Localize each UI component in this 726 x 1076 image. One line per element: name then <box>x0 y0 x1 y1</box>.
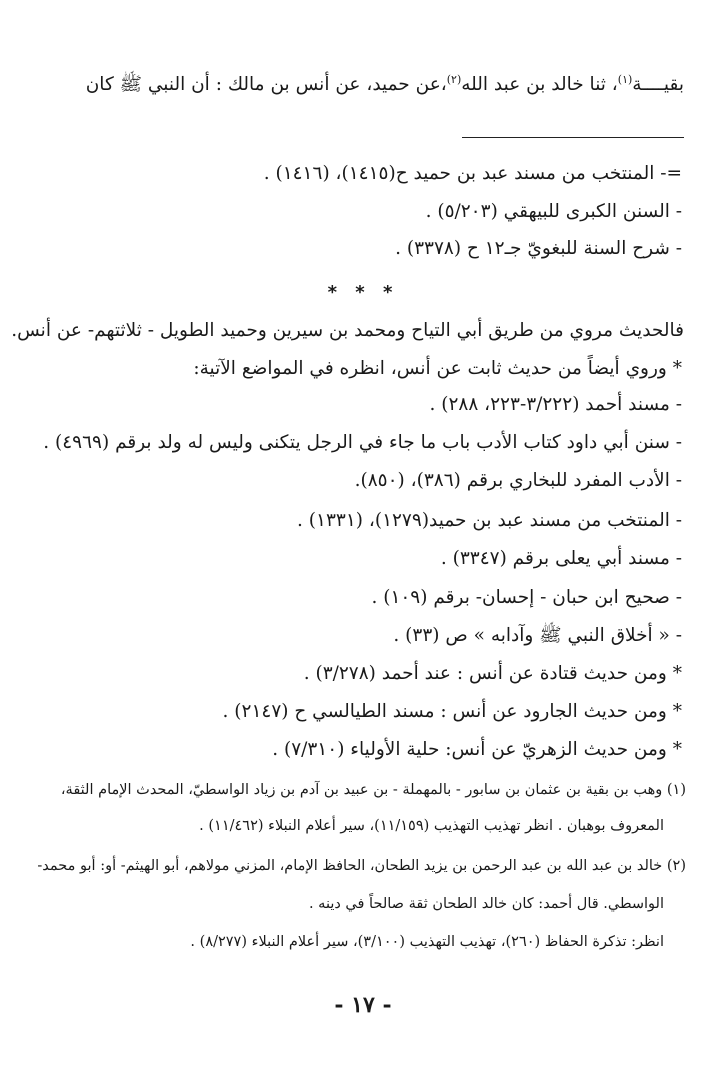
footnote-line: (٢) خالد بن عبد الله بن عبد الرحمن بن يزيد الطحان، الحافظ الإمام، المزني مولاهم، أبو الهيثم- أو: أبو محمد- <box>37 858 686 874</box>
body-line: * وروي أيضاً من حديث ثابت عن أنس، انظره في المواضع الآتية: <box>193 358 682 379</box>
body-line: - المنتخب من مسند عبد بن حميد(١٢٧٩)، (١٣٣١) . <box>297 510 682 531</box>
body-line: - صحيح ابن حبان - إحسان- برقم (١٠٩) . <box>371 587 682 608</box>
footnote-line: المعروف بوهبان . انظر تهذيب التهذيب (١١/١٥٩)، سير أعلام النبلاء (١١/٤٦٢) . <box>199 818 664 834</box>
body-line: فالحديث مروي من طريق أبي التياح ومحمد بن سيرين وحميد الطويل - ثلاثتهم- عن أنس. <box>11 320 684 341</box>
body-line: - سنن أبي داود كتاب الأدب باب ما جاء في الرجل يتكنى وليس له ولد برقم (٤٩٦٩) . <box>43 432 682 453</box>
body-line: * ومن حديث الجارود عن أنس : مسند الطيالسي ح (٢١٤٧) . <box>222 701 682 722</box>
footnote-line: انظر: تذكرة الحفاظ (٢٦٠)، تهذيب التهذيب (٣/١٠٠)، سير أعلام النبلاء (٨/٢٧٧) . <box>190 934 664 950</box>
footnote-line: (١) وهب بن بقية بن عثمان بن سابور - بالمهملة - بن عبيد بن آدم بن زياد الواسطيّ، المحدث الإمام الثقة، <box>60 782 686 798</box>
footnote-ref-1[interactable]: (١) <box>617 72 633 86</box>
reference-line: - السنن الكبرى للبيهقي (٥/٢٠٣) . <box>425 201 682 222</box>
body-line: - « أخلاق النبي ﷺ وآدابه » ص (٣٣) . <box>393 625 682 646</box>
page-number: - ١٧ - <box>334 992 392 1018</box>
footnote-ref-2[interactable]: (٢) <box>446 72 462 86</box>
footnote-divider <box>462 137 684 138</box>
body-line: - مسند أحمد (٣/٢٢٢-٢٢٣، ٢٨٨) . <box>429 394 682 415</box>
opening-text-3: ،عن حميد، عن أنس بن مالك : أن النبي ﷺ كان <box>85 74 447 95</box>
footnote-line: الواسطي. قال أحمد: كان خالد الطحان ثقة صالحاً في دينه . <box>308 896 664 912</box>
body-line: * ومن حديث الزهريّ عن أنس: حلية الأولياء (٧/٣١٠) . <box>272 739 682 760</box>
opening-line <box>30 74 684 100</box>
body-line: - الأدب المفرد للبخاري برقم (٣٨٦)، (٨٥٠). <box>354 470 682 491</box>
section-separator: * * * <box>327 282 399 303</box>
reference-line: =- المنتخب من مسند عبد بن حميد ح(١٤١٥)، (١٤١٦) . <box>263 163 682 184</box>
reference-line: - شرح السنة للبغويّ جـ١٢ ح (٣٣٧٨) . <box>395 238 682 259</box>
body-line: * ومن حديث قتادة عن أنس : عند أحمد (٣/٢٧٨) . <box>303 663 682 684</box>
opening-text-1: بقيــــة <box>632 74 684 95</box>
opening-text-2: ، ثنا خالد بن عبد الله <box>461 74 618 95</box>
body-line: - مسند أبي يعلى برقم (٣٣٤٧) . <box>440 548 682 569</box>
